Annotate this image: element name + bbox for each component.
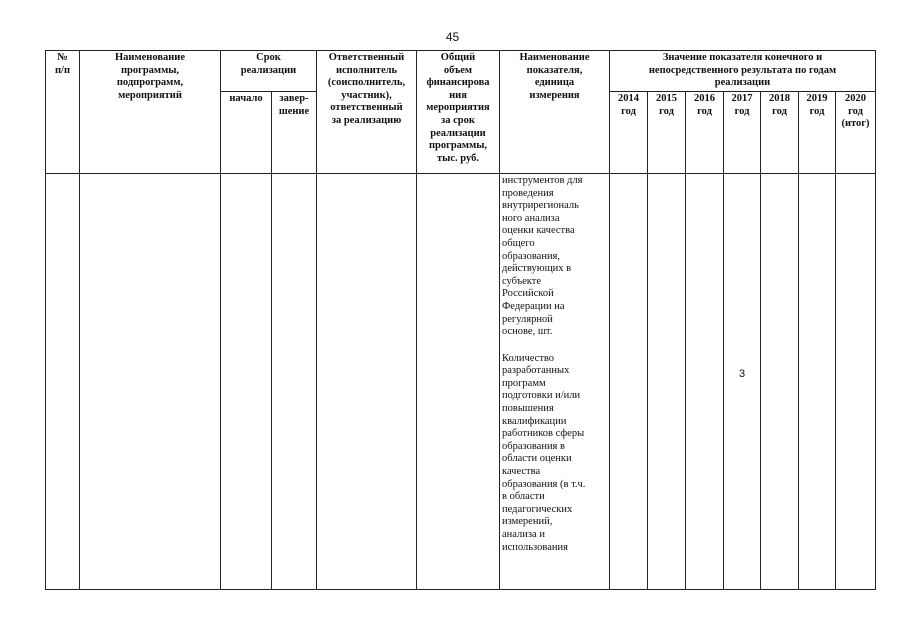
cell-num (46, 173, 80, 589)
cell-funding (417, 173, 500, 589)
header-year-2019: 2019 год (799, 92, 836, 174)
cell-value-2020 (836, 173, 876, 589)
cell-value-2016 (686, 173, 724, 589)
cell-indicator (500, 173, 610, 589)
cell-value-2017 (724, 173, 761, 589)
header-year-2018: 2018 год (761, 92, 799, 174)
header-period: Срок реализации (221, 51, 317, 92)
header-period-start: начало (221, 92, 272, 174)
cell-value-2015 (648, 173, 686, 589)
cell-program-name (80, 173, 221, 589)
indicator-text-2: Количество разработанных программ подготовки и/или повышения квалификации работников сферы образования в области оценки качества образования (в т.ч. в области педагогических измерений, анализа и использования (502, 352, 586, 553)
header-values-group: Значение показателя конечного и непосредственного результата по годам реализации (610, 51, 876, 92)
header-period-end: завер- шение (272, 92, 317, 174)
header-year-2015: 2015 год (648, 92, 686, 174)
indicator-table (45, 50, 876, 590)
cell-value-2018 (761, 173, 799, 589)
header-program-name: Наименование программы, подпрограмм, мероприятий (80, 51, 221, 174)
indicator-text-1: инструментов для проведения внутрирегиональ ного анализа оценки качества общего образования, действующих в субъекте Российской Федерации на регулярной основе, шт. (502, 174, 583, 338)
header-year-2020: 2020 год (итог) (836, 92, 876, 174)
page-number: 45 (445, 30, 460, 44)
header-num: № п/п (46, 51, 80, 174)
header-year-2017: 2017 год (724, 92, 761, 174)
cell-responsible (317, 173, 417, 589)
value-2017-indicator-2: 3 (738, 367, 746, 380)
cell-period-end (272, 173, 317, 589)
table-row (46, 173, 876, 589)
cell-value-2019 (799, 173, 836, 589)
cell-value-2014 (610, 173, 648, 589)
header-year-2016: 2016 год (686, 92, 724, 174)
header-funding: Общий объем финансирова ния мероприятия за срок реализации программы, тыс. руб. (417, 51, 500, 174)
header-responsible: Ответственный исполнитель (соисполнитель, участник), ответственный за реализацию (317, 51, 417, 174)
header-indicator: Наименование показателя, единица измерения (500, 51, 610, 174)
cell-period-start (221, 173, 272, 589)
header-year-2014: 2014 год (610, 92, 648, 174)
